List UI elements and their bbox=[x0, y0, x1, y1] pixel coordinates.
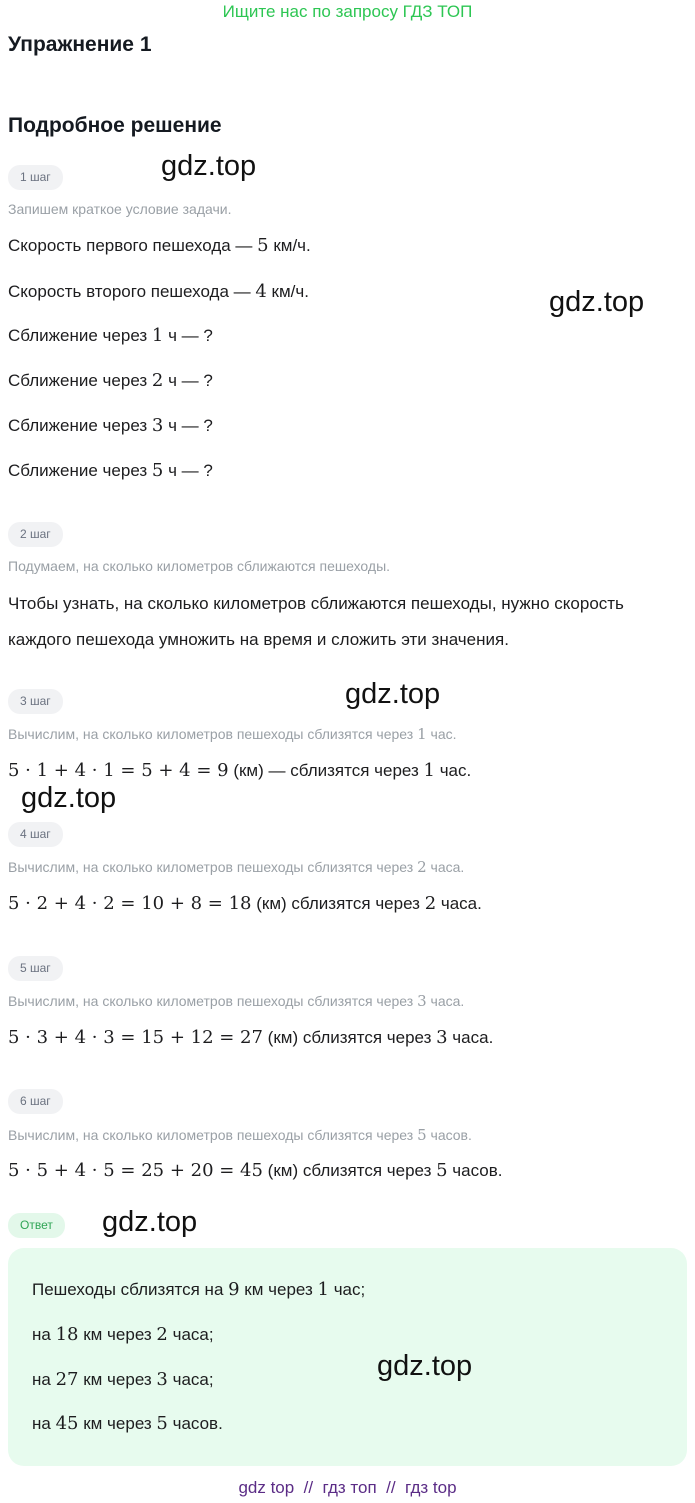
watermark: gdz.top bbox=[345, 678, 441, 710]
step-badge: 2 шаг bbox=[8, 522, 63, 547]
condition-line: Скорость первого пешехода — 5 км/ч. bbox=[8, 235, 311, 256]
condition-line: Сближение через 1 ч — ? bbox=[8, 325, 213, 346]
step-equation: 5 · 5 + 4 · 5 = 25 + 20 = 45 (км) сблизятся через 5 часов. bbox=[8, 1160, 503, 1181]
answer-badge: Ответ bbox=[8, 1213, 65, 1238]
condition-line: Скорость второго пешехода — 4 км/ч. bbox=[8, 281, 309, 302]
answer-line: на 27 км через 3 часа; bbox=[32, 1369, 214, 1390]
step-hint: Вычислим, на сколько километров пешеходы сблизятся через 2 часа. bbox=[8, 858, 465, 876]
condition-line: Сближение через 2 ч — ? bbox=[8, 370, 213, 391]
condition-line: Сближение через 3 ч — ? bbox=[8, 415, 213, 436]
step-badge: 4 шаг bbox=[8, 822, 63, 847]
watermark: gdz.top bbox=[21, 782, 117, 814]
step-hint: Подумаем, на сколько километров сближаются пешеходы. bbox=[8, 558, 391, 574]
step-hint: Вычислим, на сколько километров пешеходы сблизятся через 5 часов. bbox=[8, 1126, 472, 1144]
step-equation: 5 · 3 + 4 · 3 = 15 + 12 = 27 (км) сблизятся через 3 часа. bbox=[8, 1027, 494, 1048]
step-badge: 1 шаг bbox=[8, 165, 63, 190]
page-title: Упражнение 1 bbox=[8, 33, 152, 56]
step-hint: Вычислим, на сколько километров пешеходы сблизятся через 3 часа. bbox=[8, 992, 465, 1010]
answer-line: Пешеходы сблизятся на 9 км через 1 час; bbox=[32, 1279, 366, 1300]
step-hint: Запишем краткое условие задачи. bbox=[8, 201, 232, 217]
step-equation: 5 · 2 + 4 · 2 = 10 + 8 = 18 (км) сблизятся через 2 часа. bbox=[8, 893, 482, 914]
step-equation: 5 · 1 + 4 · 1 = 5 + 4 = 9 (км) — сблизятся через 1 час. bbox=[8, 760, 472, 781]
section-title: Подробное решение bbox=[8, 114, 222, 137]
watermark: gdz.top bbox=[102, 1206, 198, 1238]
step-badge: 6 шаг bbox=[8, 1089, 63, 1114]
answer-line: на 45 км через 5 часов. bbox=[32, 1413, 223, 1434]
explanation-line: каждого пешехода умножить на время и сложить эти значения. bbox=[8, 630, 509, 649]
step-badge: 5 шаг bbox=[8, 956, 63, 981]
condition-line: Сближение через 5 ч — ? bbox=[8, 460, 213, 481]
step-hint: Вычислим, на сколько километров пешеходы сблизятся через 1 час. bbox=[8, 725, 457, 743]
step-badge: 3 шаг bbox=[8, 689, 63, 714]
watermark: gdz.top bbox=[161, 150, 257, 182]
watermark: gdz.top bbox=[549, 286, 645, 318]
footer-links[interactable]: gdz top // гдз топ // гдз top bbox=[238, 1478, 457, 1497]
explanation-line: Чтобы узнать, на сколько километров сближаются пешеходы, нужно скорость bbox=[8, 594, 624, 613]
answer-line: на 18 км через 2 часа; bbox=[32, 1324, 214, 1345]
search-banner[interactable]: Ищите нас по запросу ГДЗ ТОП bbox=[222, 2, 473, 21]
watermark: gdz.top bbox=[377, 1350, 473, 1382]
